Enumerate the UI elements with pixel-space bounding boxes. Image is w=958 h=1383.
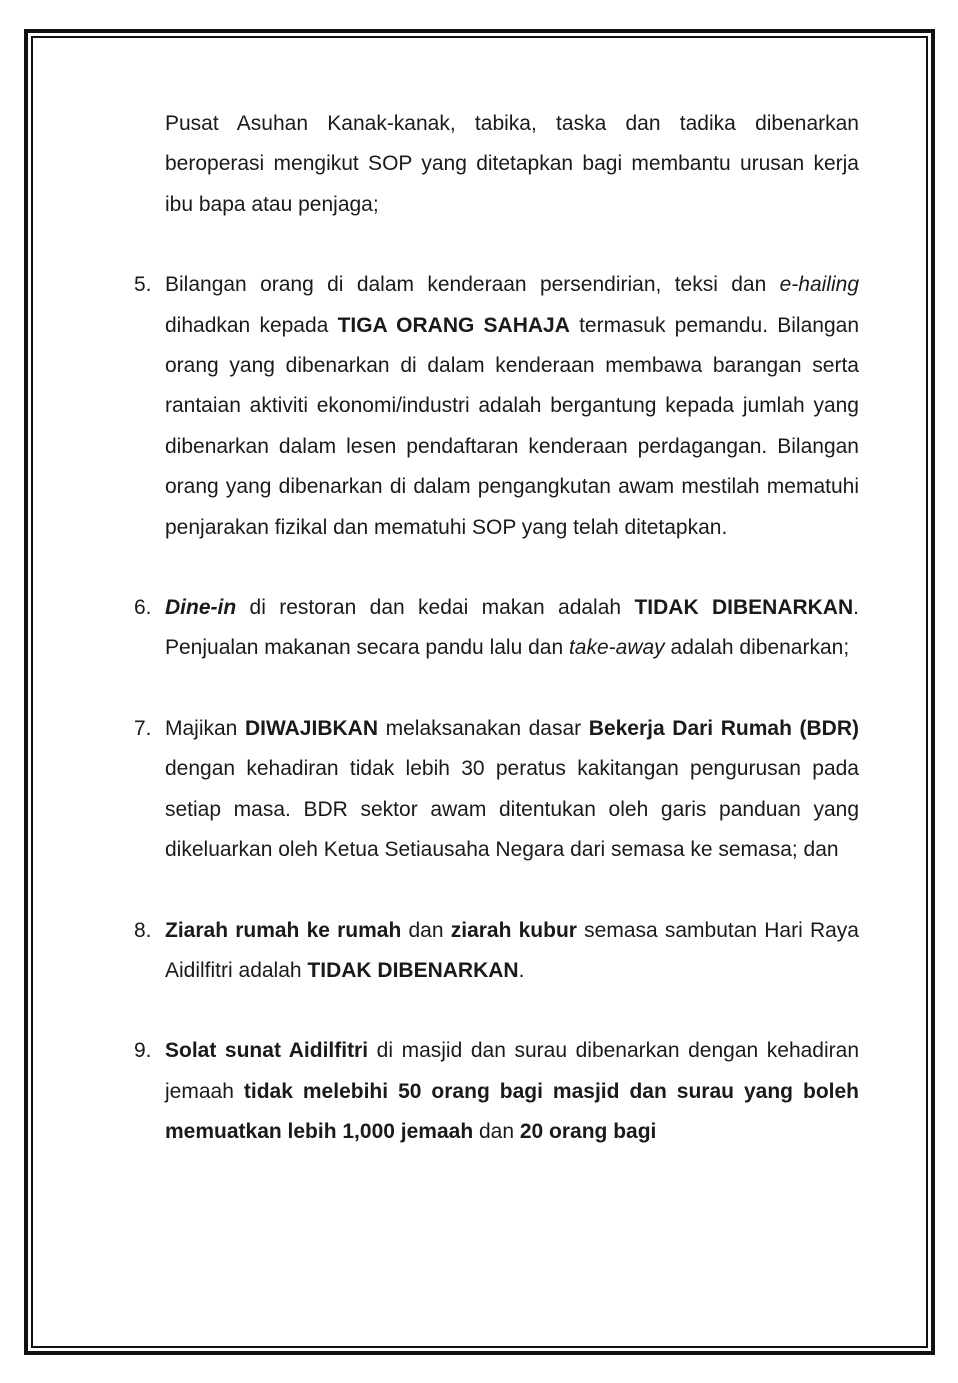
text-bold: Ziarah rumah ke rumah: [165, 918, 402, 942]
text-bold: ziarah kubur: [450, 918, 577, 942]
text-bold: 20 orang bagi: [519, 1120, 657, 1144]
text-segment: di restoran dan kedai makan adalah: [236, 596, 635, 620]
paragraph-number: 8.: [134, 918, 152, 942]
paragraph-4-continuation: [134, 104, 859, 225]
paragraph-9: [134, 1031, 859, 1152]
text-segment: Bilangan orang di dalam kenderaan persendirian, teksi dan: [165, 273, 780, 297]
text-segment: Majikan: [165, 716, 245, 740]
text-segment: dan: [473, 1120, 520, 1144]
paragraph-number: 5.: [134, 273, 152, 297]
text-bold: Bekerja Dari Rumah (BDR): [588, 716, 860, 740]
document-body: [134, 104, 859, 1153]
text-segment: adalah dibenarkan;: [664, 636, 850, 660]
paragraph-5: [134, 265, 859, 548]
paragraph-7: [134, 709, 859, 871]
text-bold: TIDAK DIBENARKAN: [634, 596, 854, 620]
paragraph-number: 6.: [134, 596, 152, 620]
paragraph-number: 7.: [134, 716, 152, 740]
paragraph-text: Pusat Asuhan Kanak-kanak, tabika, taska dan tadika dibenarkan beroperasi mengikut SOP yang ditetapkan bagi membantu urusan kerja ibu bapa atau penjaga;: [165, 112, 859, 216]
text-bold-italic: Dine-in: [165, 596, 237, 620]
text-segment: semasa sambutan Hari Raya Aidilfitri adalah: [165, 918, 859, 982]
text-segment: melaksanakan dasar: [378, 716, 589, 740]
text-segment: dan: [401, 918, 451, 942]
text-segment: dengan kehadiran tidak lebih 30 peratus kakitangan pengurusan pada setiap masa. BDR sektor awam ditentukan oleh garis panduan yang dikeluarkan oleh Ketua Setiausaha Negara dari semasa ke semasa; dan: [165, 757, 859, 862]
text-bold: DIWAJIBKAN: [244, 716, 378, 740]
text-segment: .: [518, 958, 525, 982]
text-italic: e-hailing: [779, 273, 859, 297]
paragraph-6: [134, 588, 859, 669]
text-segment: dihadkan kepada: [165, 313, 338, 337]
paragraph-number: 9.: [134, 1039, 152, 1063]
text-segment: . Penjualan makanan secara pandu lalu dan: [165, 596, 859, 660]
text-bold: Solat sunat Aidilfitri: [165, 1039, 369, 1063]
text-italic: take-away: [568, 636, 665, 660]
paragraph-8: [134, 911, 859, 992]
text-bold: TIGA ORANG SAHAJA: [337, 313, 570, 337]
text-bold: tidak melebihi 50 orang bagi masjid dan surau yang boleh memuatkan lebih 1,000 jemaah: [165, 1079, 859, 1144]
text-bold: TIDAK DIBENARKAN: [307, 958, 519, 982]
text-segment: di masjid dan surau dibenarkan dengan kehadiran jemaah: [165, 1039, 859, 1103]
text-segment: termasuk pemandu. Bilangan orang yang dibenarkan di dalam kenderaan membawa barangan serta rantaian aktiviti ekonomi/industri adalah bergantung kepada jumlah yang dibenarkan dalam lesen pendaftaran kenderaan perdagangan. Bilangan orang yang dibenarkan di dalam pengangkutan awam mestilah mematuhi penjarakan fizikal dan mematuhi SOP yang telah ditetapkan.: [165, 313, 859, 539]
